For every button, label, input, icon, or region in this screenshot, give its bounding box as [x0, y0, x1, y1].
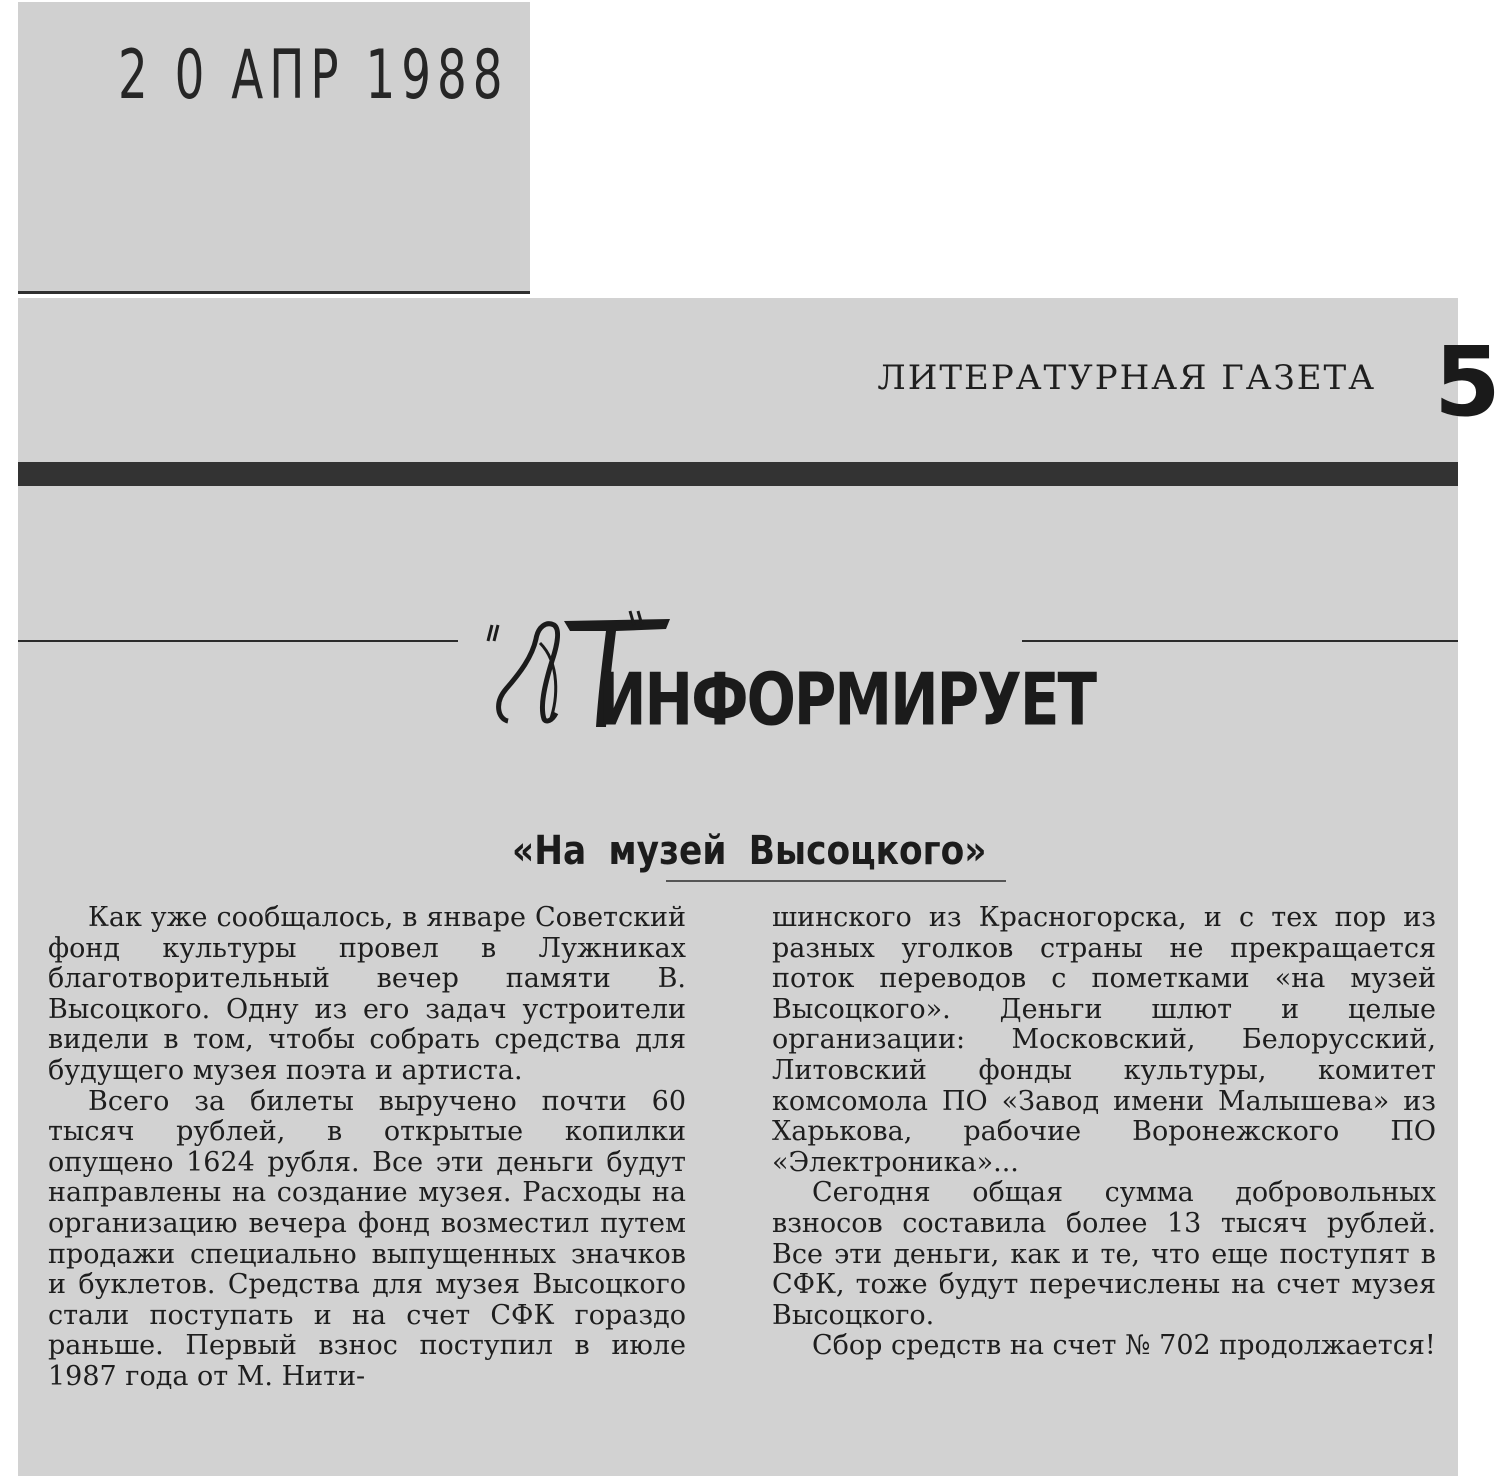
article-paragraph: Как уже сообщалось, в январе Советский фонд культуры провел в Лужниках благотворительный вечер памяти В. Высоцкого. Одну из его задач устроители видели в том, чтобы собрать средства для будущего музея поэта и артиста. [48, 902, 686, 1086]
article-paragraph: шинского из Красногорска, и с тех пор из разных уголков страны не прекращается поток переводов с пометками «на музей Высоцкого». Деньги шлют и целые организации: Московский, Белорусский, Литовский фонды культуры, комитет комсомола ПО «Завод имени Малышева» из Харькова, рабочие Воронежского ПО «Электроника»... [772, 902, 1436, 1178]
article-paragraph: Всего за билеты выручено почти 60 тысяч рублей, в открытые копилки опущено 1624 рубля. Все эти деньги будут направлены на создание музея. Расходы на организацию вечера фонд возместил путем продажи специально выпущенных значков и буклетов. Средства для музея Высоцкого стали поступать и на счет СФК гораздо раньше. Первый взнос поступил в июле 1987 года от М. Нити- [48, 1085, 686, 1392]
headline-underline [666, 880, 1006, 882]
rubric-word: ИНФОРМИРУЕТ [598, 657, 1096, 742]
newspaper-masthead: ЛИТЕРАТУРНАЯ ГАЗЕТА [877, 358, 1376, 398]
article-headline: «На музей Высоцкого» [512, 828, 987, 874]
rubric-rule-left [18, 640, 458, 642]
date-slip-rule [18, 291, 530, 294]
article-paragraph: Сегодня общая сумма добровольных взносов составила более 13 тысяч рублей. Все эти деньги, как и те, что еще поступят в СФК, тоже будут перечислены на счет музея Высоцкого. [772, 1177, 1436, 1331]
article-paragraph: Сбор средств на счет № 702 продолжается! [812, 1330, 1436, 1362]
newspaper-clipping [18, 298, 1501, 1476]
article-column-right [772, 903, 1436, 1362]
masthead-rule [18, 462, 1458, 486]
article-column-left [48, 903, 686, 1393]
date-stamp: 2 0 АПР 1988 [118, 37, 509, 115]
rubric-rule-right [1022, 640, 1458, 642]
rubric-logo [480, 603, 1096, 743]
page-number: 5 [1434, 326, 1501, 438]
date-slip [18, 2, 530, 294]
